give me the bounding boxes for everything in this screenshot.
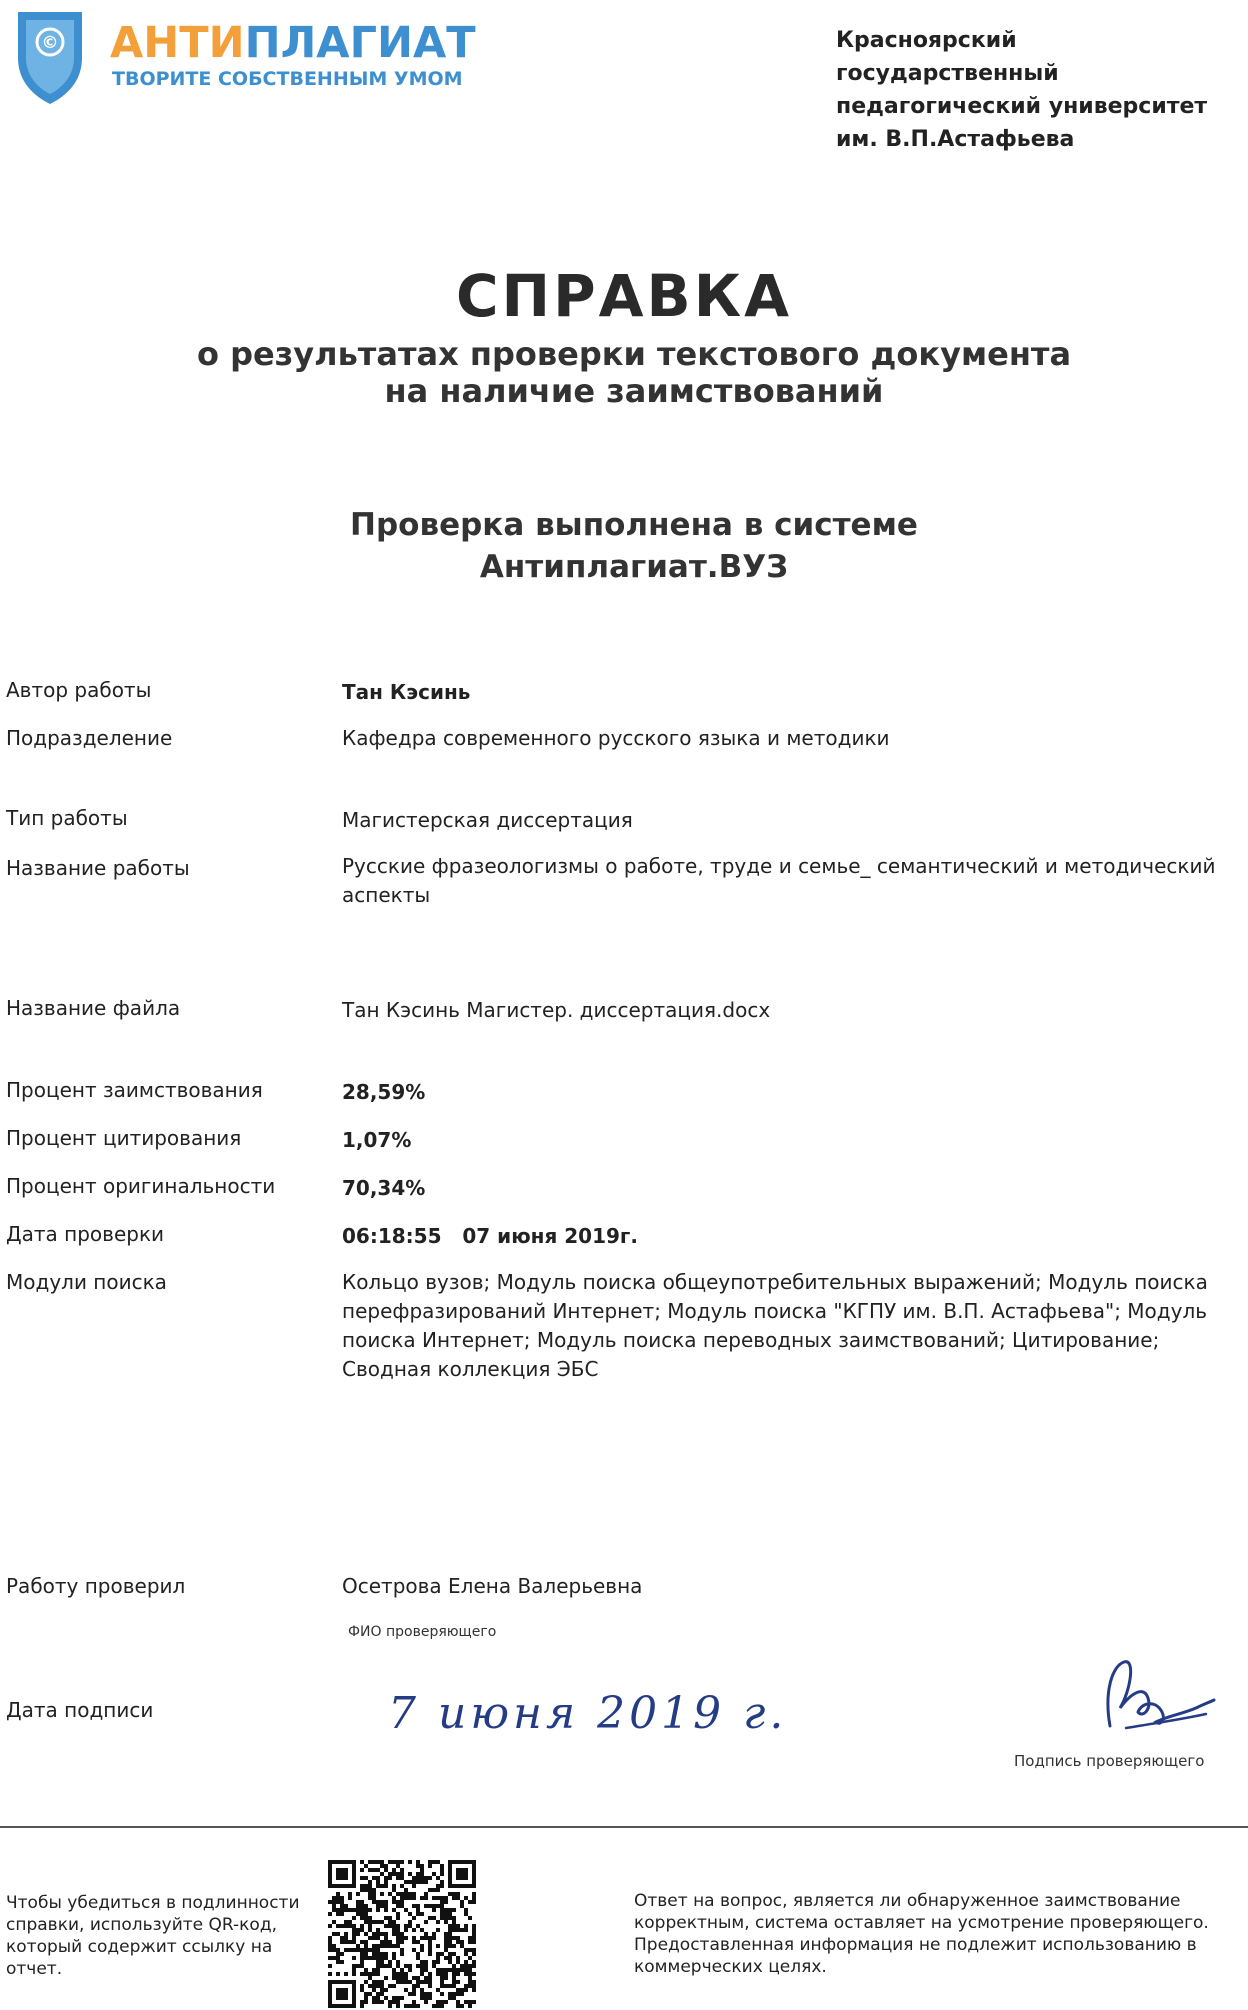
- logo-slogan: ТВОРИТЕ СОБСТВЕННЫМ УМОМ: [112, 68, 463, 90]
- originality-percent-value: 70,34%: [342, 1176, 426, 1200]
- department-label: Подразделение: [6, 726, 173, 750]
- system-line-1: Проверка выполнена в системе: [350, 507, 918, 543]
- checker-label: Работу проверил: [6, 1574, 186, 1598]
- check-date-value: 06:18:55 07 июня 2019г.: [342, 1224, 638, 1248]
- university-name: Красноярский государственный педагогический университет им. В.П.Астафьева: [836, 28, 1208, 152]
- footer-divider: [0, 1826, 1248, 1828]
- work-title-label: Название работы: [6, 856, 190, 880]
- work-type-value: Магистерская диссертация: [342, 808, 633, 832]
- author-value: Тан Кэсинь: [342, 680, 471, 704]
- footer-disclaimer: Ответ на вопрос, является ли обнаруженное заимствование корректным, система оставляет на усмотрение проверяющего. Предоставленная информация не подлежит использованию в коммерческих целях.: [634, 1891, 1209, 1977]
- citation-percent-value: 1,07%: [342, 1128, 412, 1152]
- search-modules-label: Модули поиска: [6, 1270, 167, 1294]
- logo-copyright-text: ©: [41, 33, 59, 53]
- document-title: СПРАВКА: [455, 262, 792, 330]
- search-modules-value: Кольцо вузов; Модуль поиска общеупотребительных выражений; Модуль поиска перефразирований Интернет; Модуль поиска "КГПУ им. В.П. Астафьева"; Модуль поиска Интернет; Модуль поиска переводных заимствований; Цитирование; Сводная коллекция ЭБС: [342, 1270, 1208, 1381]
- system-info: [0, 504, 1248, 588]
- antiplagiat-logo-shield-icon: [12, 6, 88, 106]
- work-title-value: Русские фразеологизмы о работе, труде и семье_ семантический и методический аспекты: [342, 854, 1216, 907]
- logo-brand-part2: ПЛАГИАТ: [244, 18, 476, 68]
- file-name-value: Тан Кэсинь Магистер. диссертация.docx: [342, 998, 771, 1022]
- checker-fio-caption: ФИО проверяющего: [348, 1624, 497, 1640]
- handwritten-signature-date: 7 июня 2019 г.: [388, 1688, 788, 1739]
- qr-code-icon[interactable]: [328, 1860, 476, 2008]
- logo-brand-part1: АНТИ: [110, 18, 245, 68]
- file-name-label: Название файла: [6, 996, 181, 1020]
- footer-qr-instructions: Чтобы убедиться в подлинности справки, используйте QR-код, который содержит ссылку на отчет.: [6, 1893, 300, 1979]
- document-subtitle: [0, 336, 1248, 410]
- borrowing-percent-value: 28,59%: [342, 1080, 426, 1104]
- subtitle-line-1: о результатах проверки текстового документа: [196, 335, 1072, 373]
- originality-percent-label: Процент оригинальности: [6, 1174, 276, 1198]
- handwritten-signature: [1096, 1652, 1216, 1740]
- system-line-2: Антиплагиат.ВУЗ: [479, 549, 789, 585]
- signature-date-label: Дата подписи: [6, 1698, 154, 1722]
- work-type-label: Тип работы: [6, 806, 128, 830]
- logo-brand: [110, 18, 476, 68]
- citation-percent-label: Процент цитирования: [6, 1126, 242, 1150]
- subtitle-line-2: на наличие заимствований: [384, 372, 884, 410]
- department-value: Кафедра современного русского языка и методики: [342, 726, 890, 750]
- borrowing-percent-label: Процент заимствования: [6, 1078, 263, 1102]
- check-date-label: Дата проверки: [6, 1222, 165, 1246]
- checker-name: Осетрова Елена Валерьевна: [342, 1574, 643, 1598]
- author-label: Автор работы: [6, 678, 152, 702]
- signature-caption: Подпись проверяющего: [1014, 1752, 1205, 1770]
